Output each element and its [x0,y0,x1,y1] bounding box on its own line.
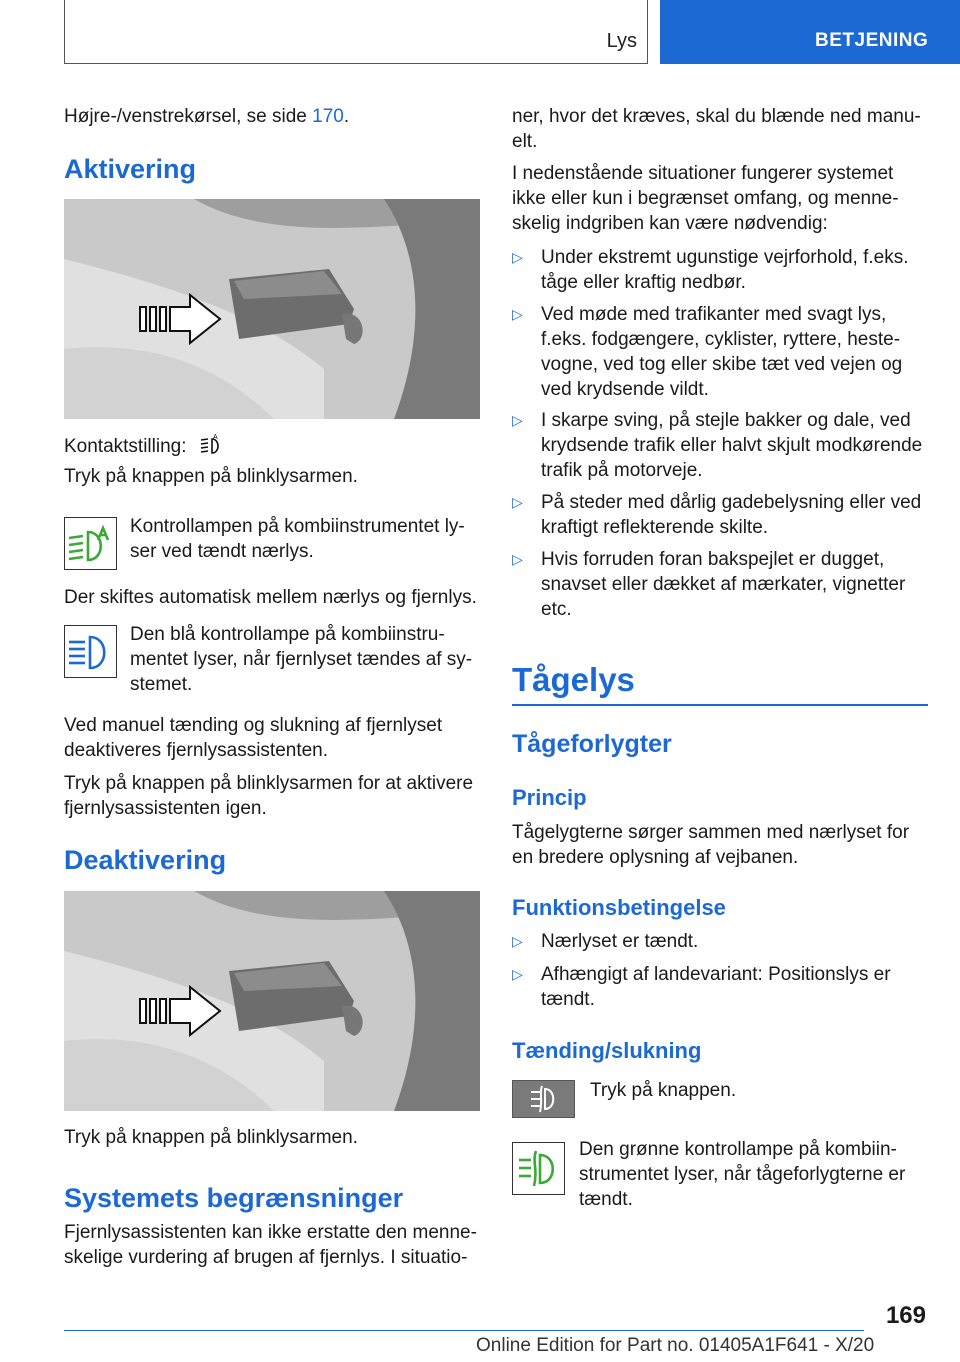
heading-taageforlygter: Tågeforlygter [512,730,672,758]
bullet-triangle-icon: ▷ [512,412,523,428]
bullet-triangle-icon: ▷ [512,306,523,322]
header-section-box [64,0,648,64]
princip-line-1: Tågelygterne sørger sammen med nærlyset for [512,822,910,843]
svg-text:A: A [212,434,218,441]
header-chapter-tab [660,0,960,64]
sit-line-3: skelig indgriben kan være nødvendig: [512,213,828,234]
intro-end: . [343,106,350,127]
list-item [512,302,932,402]
high-beam-indicator-box [64,625,117,678]
fog-indicator-box [512,1142,565,1195]
princip-line-2: en bredere oplysning af vejbanen. [512,847,799,868]
manuel-line-1: Ved manuel tænding og slukning af fjernlyset [64,715,443,736]
ctrl2-line-3: stemet. [130,674,193,695]
section-rule [512,704,928,706]
sit-line-2: ikke eller kun i begrænset omfang, og menne- [512,188,899,209]
tryk-knap-text: Tryk på knappen. [590,1080,737,1101]
bullet-line: tændt. [541,989,595,1010]
heading-funktionsbetingelse: Funktionsbetingelse [512,895,726,920]
intro-paragraph [64,104,349,129]
fog-light-icon [513,1081,574,1117]
tryk-paragraph-1: Tryk på knappen på blinklysarmen. [64,466,358,487]
bullet-triangle-icon: ▷ [512,494,523,510]
header-chapter-title: BETJENING [815,30,929,51]
list-item [512,962,932,1012]
kontakt-label [64,433,222,459]
cont-line-2: elt. [512,131,538,152]
sit-line-1: I nedenstående situationer fungerer systemet [512,163,894,184]
page-link-170[interactable]: 170 [312,106,344,127]
tryk2-line-1: Tryk på knappen på blinklysarmen for at aktivere [64,773,474,794]
footer-rule [64,1330,864,1331]
bullet-line: kraftigt reflekterende skilte. [541,517,769,538]
bullet-line: Hvis forruden foran bakspejlet er dugget, [541,549,885,570]
tryk2-line-2: fjernlysassistenten igen. [64,798,267,819]
heading-taending: Tænding/slukning [512,1038,702,1063]
ctrl2-line-2: mentet lyser, når fjernlyset tændes af sy- [130,649,473,670]
begr-line-2: skelige vurdering af brugen af fjernlys. I situatio- [64,1247,468,1268]
bullet-line: f.eks. fodgængere, cyklister, ryttere, heste- [541,329,901,350]
ctrl1-line-2: ser ved tændt nærlys. [130,541,314,562]
list-item [512,490,932,540]
footer-edition: Online Edition for Part no. 01405A1F641 - X/20 [476,1335,875,1356]
tryk-paragraph-3: Tryk på knappen på blinklysarmen. [64,1127,358,1148]
bullet-line: tåge eller kraftig nedbør. [541,272,746,293]
bullet-triangle-icon: ▷ [512,966,523,982]
auto-high-beam-icon [200,433,222,455]
bullet-line: etc. [541,599,572,620]
ctrl1-line-1: Kontrollampen på kombiinstrumentet ly- [130,516,465,537]
fog-light-button-image [512,1080,575,1118]
stalk-illustration [64,199,480,419]
list-item [512,929,932,954]
list-item [512,245,932,295]
stalk-photo-activation [64,199,480,419]
bullet-line: På steder med dårlig gadebelysning eller ved [541,492,922,513]
bullet-line: I skarpe sving, på stejle bakker og dale, ved [541,410,911,431]
bullet-line: snavset eller dækket af mærkater, vignetter [541,574,906,595]
heading-deaktivering: Deaktivering [64,845,227,875]
ctrl2-line-1: Den blå kontrollampe på kombiinstru- [130,624,445,645]
bullet-line: vogne, ved tog eller skibe tæt ved vejen og [541,354,903,375]
page-number: 169 [885,1302,926,1329]
intro-text: Højre-/venstrekørsel, se side [64,106,313,127]
heading-begraensninger: Systemets begrænsninger [64,1183,404,1213]
list-item [512,408,932,483]
manuel-line-2: deaktiveres fjernlysassistenten. [64,740,329,761]
bullet-triangle-icon: ▷ [512,249,523,265]
bullet-triangle-icon: ▷ [512,933,523,949]
bullet-line: Ved møde med trafikanter med svagt lys, [541,304,887,325]
bullet-line: Under ekstremt ugunstige vejrforhold, f.eks. [541,247,909,268]
bullet-line: Afhængigt af landevariant: Positionslys er [541,964,891,985]
bullet-line: krydsende trafik eller halvt skjult modkørende [541,435,923,456]
green-line-3: tændt. [579,1189,633,1210]
stalk-illustration-2 [64,891,480,1111]
header-section-title: Lys [606,30,637,52]
stalk-photo-deactivation [64,891,480,1111]
low-beam-auto-icon [65,518,116,569]
cont-line-1: ner, hvor det kræves, skal du blænde ned manu- [512,106,921,127]
heading-taagelys: Tågelys [512,661,635,698]
list-item [512,547,932,622]
heading-aktivering: Aktivering [64,154,197,184]
heading-princip: Princip [512,785,587,810]
high-beam-icon [65,626,116,677]
bullet-triangle-icon: ▷ [512,551,523,567]
bullet-line: trafik på motorveje. [541,460,703,481]
fog-indicator-icon [513,1143,564,1194]
green-line-2: strumentet lyser, når tågeforlygterne er [579,1164,906,1185]
skift-paragraph: Der skiftes automatisk mellem nærlys og fjernlys. [64,587,477,608]
green-line-1: Den grønne kontrollampe på kombiin- [579,1139,897,1160]
bullet-line: ved krydsende vildt. [541,379,709,400]
bullet-line: Nærlyset er tændt. [541,931,699,952]
kontakt-label-text: Kontaktstilling: [64,436,187,457]
begr-line-1: Fjernlysassistenten kan ikke erstatte den menne- [64,1222,477,1243]
low-beam-indicator-box [64,517,117,570]
